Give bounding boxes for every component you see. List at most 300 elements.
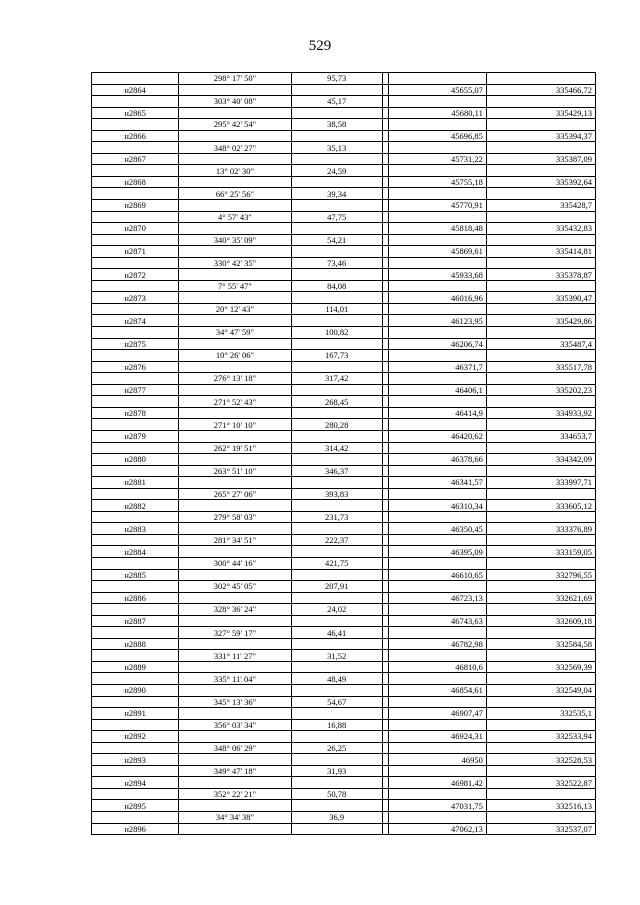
segment-row — [92, 511, 596, 523]
empty-cell — [389, 557, 487, 569]
empty-cell — [179, 500, 291, 512]
empty-cell — [179, 777, 291, 789]
empty-cell — [486, 257, 595, 269]
empty-cell — [92, 350, 179, 362]
segment-length: 84,08 — [291, 280, 382, 292]
empty-cell — [179, 754, 291, 766]
empty-cell — [179, 592, 291, 604]
direction-angle: 279° 58' 03" — [179, 511, 291, 523]
empty-cell — [389, 280, 487, 292]
direction-angle: 356° 03' 34" — [179, 719, 291, 731]
point-row — [92, 800, 596, 812]
segment-row — [92, 581, 596, 593]
direction-angle: 34° 47' 59" — [179, 327, 291, 339]
coordinate-x: 45933,68 — [389, 269, 487, 281]
coordinates-table — [91, 72, 596, 835]
coordinate-y: 332533,94 — [486, 731, 595, 743]
coordinate-y: 335428,7 — [486, 200, 595, 212]
empty-cell — [389, 142, 487, 154]
coordinate-y: 332621,69 — [486, 592, 595, 604]
empty-cell — [179, 223, 291, 235]
empty-cell — [389, 396, 487, 408]
coordinate-y: 332569,39 — [486, 661, 595, 673]
coordinate-y: 335390,47 — [486, 292, 595, 304]
empty-cell — [92, 650, 179, 662]
empty-cell — [389, 234, 487, 246]
point-row — [92, 153, 596, 165]
empty-cell — [179, 130, 291, 142]
empty-cell — [486, 557, 595, 569]
coordinate-y: 335429,86 — [486, 315, 595, 327]
empty-cell — [291, 384, 382, 396]
empty-cell — [179, 523, 291, 535]
segment-length: 39,34 — [291, 188, 382, 200]
empty-cell — [291, 708, 382, 720]
segment-row — [92, 142, 596, 154]
point-name: н2874 — [92, 315, 179, 327]
coordinate-y: 335392,64 — [486, 176, 595, 188]
direction-angle: 335° 11' 04" — [179, 673, 291, 685]
empty-cell — [92, 442, 179, 454]
empty-cell — [389, 211, 487, 223]
empty-cell — [291, 523, 382, 535]
segment-length: 314,42 — [291, 442, 382, 454]
empty-cell — [486, 765, 595, 777]
empty-cell — [486, 350, 595, 362]
direction-angle: 352° 22' 21" — [179, 788, 291, 800]
segment-row — [92, 812, 596, 824]
empty-cell — [291, 292, 382, 304]
point-name: н2880 — [92, 454, 179, 466]
empty-cell — [291, 731, 382, 743]
empty-cell — [179, 107, 291, 119]
empty-cell — [389, 581, 487, 593]
coordinate-x: 45818,48 — [389, 223, 487, 235]
point-row — [92, 200, 596, 212]
segment-row — [92, 303, 596, 315]
segment-length: 50,78 — [291, 788, 382, 800]
coordinate-x: 46950 — [389, 754, 487, 766]
coordinate-y: 334342,09 — [486, 454, 595, 466]
empty-cell — [179, 708, 291, 720]
direction-angle: 276° 13' 18" — [179, 373, 291, 385]
empty-cell — [179, 823, 291, 835]
point-name: н2871 — [92, 246, 179, 258]
segment-row — [92, 119, 596, 131]
segment-length: 268,45 — [291, 396, 382, 408]
coordinate-x: 46378,66 — [389, 454, 487, 466]
segment-row — [92, 673, 596, 685]
empty-cell — [179, 430, 291, 442]
empty-cell — [92, 373, 179, 385]
empty-cell — [389, 257, 487, 269]
point-name: н2883 — [92, 523, 179, 535]
empty-cell — [291, 246, 382, 258]
coordinate-y: 335202,23 — [486, 384, 595, 396]
direction-angle: 7° 55' 47" — [179, 280, 291, 292]
coordinate-y: 334933,92 — [486, 407, 595, 419]
empty-cell — [486, 673, 595, 685]
direction-angle: 4° 57' 43" — [179, 211, 291, 223]
empty-cell — [291, 130, 382, 142]
coordinate-x: 45696,85 — [389, 130, 487, 142]
empty-cell — [291, 454, 382, 466]
coordinate-x: 45680,11 — [389, 107, 487, 119]
segment-row — [92, 396, 596, 408]
point-row — [92, 569, 596, 581]
point-name: н2889 — [92, 661, 179, 673]
empty-cell — [92, 280, 179, 292]
empty-cell — [486, 465, 595, 477]
segment-length: 95,73 — [291, 73, 382, 85]
point-name: н2888 — [92, 638, 179, 650]
segment-length: 317,42 — [291, 373, 382, 385]
point-name: н2895 — [92, 800, 179, 812]
segment-length: 231,73 — [291, 511, 382, 523]
empty-cell — [92, 188, 179, 200]
coordinate-x: 46414,9 — [389, 407, 487, 419]
coordinate-x: 46981,42 — [389, 777, 487, 789]
segment-length: 207,91 — [291, 581, 382, 593]
empty-cell — [291, 315, 382, 327]
coordinate-x: 46395,09 — [389, 546, 487, 558]
empty-cell — [389, 465, 487, 477]
coordinate-y: 335378,87 — [486, 269, 595, 281]
empty-cell — [92, 396, 179, 408]
empty-cell — [179, 615, 291, 627]
empty-cell — [179, 638, 291, 650]
empty-cell — [92, 119, 179, 131]
page-number: 529 — [308, 38, 332, 54]
segment-row — [92, 234, 596, 246]
segment-length: 26,25 — [291, 742, 382, 754]
segment-row — [92, 534, 596, 546]
empty-cell — [92, 165, 179, 177]
coordinate-x: 45869,61 — [389, 246, 487, 258]
empty-cell — [486, 188, 595, 200]
point-name: н2896 — [92, 823, 179, 835]
empty-cell — [291, 615, 382, 627]
empty-cell — [291, 823, 382, 835]
empty-cell — [486, 534, 595, 546]
direction-angle: 327° 59' 17" — [179, 627, 291, 639]
coordinate-x: 45655,07 — [389, 84, 487, 96]
empty-cell — [291, 777, 382, 789]
segment-row — [92, 280, 596, 292]
empty-cell — [92, 788, 179, 800]
empty-cell — [389, 165, 487, 177]
direction-angle: 348° 06' 29" — [179, 742, 291, 754]
point-name: н2879 — [92, 430, 179, 442]
coordinate-x: 46854,61 — [389, 684, 487, 696]
point-row — [92, 592, 596, 604]
empty-cell — [92, 96, 179, 108]
coordinate-y: 332549,04 — [486, 684, 595, 696]
segment-row — [92, 650, 596, 662]
empty-cell — [389, 96, 487, 108]
empty-cell — [389, 419, 487, 431]
empty-cell — [389, 650, 487, 662]
coordinate-x: 47062,13 — [389, 823, 487, 835]
point-row — [92, 500, 596, 512]
point-name: н2886 — [92, 592, 179, 604]
coordinate-x: 46341,57 — [389, 477, 487, 489]
empty-cell — [291, 477, 382, 489]
segment-length: 393,83 — [291, 488, 382, 500]
coordinate-x: 46907,47 — [389, 708, 487, 720]
point-row — [92, 84, 596, 96]
empty-cell — [179, 315, 291, 327]
empty-cell — [92, 465, 179, 477]
direction-angle: 345° 13' 36" — [179, 696, 291, 708]
point-row — [92, 684, 596, 696]
empty-cell — [179, 477, 291, 489]
empty-cell — [389, 119, 487, 131]
empty-cell — [389, 534, 487, 546]
empty-cell — [291, 153, 382, 165]
direction-angle: 298° 17' 50" — [179, 73, 291, 85]
point-row — [92, 176, 596, 188]
coordinate-x: 46723,13 — [389, 592, 487, 604]
segment-length: 47,75 — [291, 211, 382, 223]
empty-cell — [291, 223, 382, 235]
empty-cell — [92, 719, 179, 731]
point-name: н2877 — [92, 384, 179, 396]
empty-cell — [389, 604, 487, 616]
empty-cell — [179, 684, 291, 696]
direction-angle: 271° 52' 43" — [179, 396, 291, 408]
direction-angle: 328° 36' 24" — [179, 604, 291, 616]
direction-angle: 348° 02' 27" — [179, 142, 291, 154]
empty-cell — [92, 234, 179, 246]
coordinate-y: 335394,37 — [486, 130, 595, 142]
coordinate-x: 45755,18 — [389, 176, 487, 188]
segment-row — [92, 696, 596, 708]
segment-length: 38,58 — [291, 119, 382, 131]
empty-cell — [389, 373, 487, 385]
empty-cell — [179, 731, 291, 743]
coordinate-y: 332537,07 — [486, 823, 595, 835]
coordinate-y: 333159,05 — [486, 546, 595, 558]
point-name: н2885 — [92, 569, 179, 581]
coordinate-y: 332522,87 — [486, 777, 595, 789]
empty-cell — [291, 684, 382, 696]
coordinate-y: 333997,71 — [486, 477, 595, 489]
empty-cell — [291, 638, 382, 650]
segment-row — [92, 604, 596, 616]
empty-cell — [179, 569, 291, 581]
point-name: н2873 — [92, 292, 179, 304]
coordinate-y: 335517,78 — [486, 361, 595, 373]
direction-angle: 13° 02' 30" — [179, 165, 291, 177]
segment-row — [92, 742, 596, 754]
point-row — [92, 223, 596, 235]
empty-cell — [92, 211, 179, 223]
empty-cell — [179, 454, 291, 466]
point-row — [92, 477, 596, 489]
coordinate-x: 46782,98 — [389, 638, 487, 650]
segment-row — [92, 419, 596, 431]
point-name: н2887 — [92, 615, 179, 627]
empty-cell — [389, 627, 487, 639]
segment-length: 54,21 — [291, 234, 382, 246]
empty-cell — [291, 592, 382, 604]
point-row — [92, 130, 596, 142]
point-name: н2892 — [92, 731, 179, 743]
point-name: н2872 — [92, 269, 179, 281]
point-row — [92, 384, 596, 396]
empty-cell — [92, 534, 179, 546]
coordinate-x: 46420,62 — [389, 430, 487, 442]
segment-length: 73,46 — [291, 257, 382, 269]
segment-row — [92, 211, 596, 223]
empty-cell — [92, 604, 179, 616]
segment-row — [92, 442, 596, 454]
coordinate-y: 332796,55 — [486, 569, 595, 581]
empty-cell — [179, 153, 291, 165]
empty-cell — [291, 176, 382, 188]
empty-cell — [389, 188, 487, 200]
direction-angle: 340° 35' 09" — [179, 234, 291, 246]
empty-cell — [92, 812, 179, 824]
coordinate-y: 335487,4 — [486, 338, 595, 350]
point-row — [92, 777, 596, 789]
point-row — [92, 708, 596, 720]
segment-length: 346,37 — [291, 465, 382, 477]
empty-cell — [389, 511, 487, 523]
empty-cell — [389, 765, 487, 777]
direction-angle: 34° 34' 38" — [179, 812, 291, 824]
coordinate-y: 332528,53 — [486, 754, 595, 766]
empty-cell — [486, 581, 595, 593]
empty-cell — [389, 73, 487, 85]
empty-cell — [92, 257, 179, 269]
coordinate-x: 45731,22 — [389, 153, 487, 165]
empty-cell — [389, 488, 487, 500]
segment-row — [92, 465, 596, 477]
segment-row — [92, 765, 596, 777]
empty-cell — [486, 627, 595, 639]
empty-cell — [486, 788, 595, 800]
segment-row — [92, 557, 596, 569]
point-row — [92, 661, 596, 673]
empty-cell — [291, 338, 382, 350]
point-name: н2881 — [92, 477, 179, 489]
point-name: н2866 — [92, 130, 179, 142]
empty-cell — [389, 350, 487, 362]
direction-angle: 300° 44' 16" — [179, 557, 291, 569]
point-row — [92, 315, 596, 327]
empty-cell — [92, 581, 179, 593]
point-row — [92, 754, 596, 766]
segment-row — [92, 350, 596, 362]
empty-cell — [92, 557, 179, 569]
segment-length: 46,41 — [291, 627, 382, 639]
direction-angle: 262° 19' 51" — [179, 442, 291, 454]
point-name: н2890 — [92, 684, 179, 696]
empty-cell — [389, 303, 487, 315]
empty-cell — [486, 442, 595, 454]
direction-angle: 349° 47' 18" — [179, 765, 291, 777]
direction-angle: 265° 27' 06" — [179, 488, 291, 500]
coordinate-x: 46371,7 — [389, 361, 487, 373]
direction-angle: 271° 10' 10" — [179, 419, 291, 431]
direction-angle: 295° 42' 54" — [179, 119, 291, 131]
coordinate-y: 335414,81 — [486, 246, 595, 258]
empty-cell — [291, 569, 382, 581]
segment-row — [92, 327, 596, 339]
empty-cell — [486, 511, 595, 523]
direction-angle: 281° 34' 51" — [179, 534, 291, 546]
coordinate-y: 332609,18 — [486, 615, 595, 627]
segment-length: 114,01 — [291, 303, 382, 315]
segment-length: 35,13 — [291, 142, 382, 154]
empty-cell — [179, 384, 291, 396]
point-name: н2867 — [92, 153, 179, 165]
empty-cell — [486, 96, 595, 108]
direction-angle: 331° 11' 27" — [179, 650, 291, 662]
empty-cell — [92, 511, 179, 523]
empty-cell — [179, 200, 291, 212]
coordinate-x: 46206,74 — [389, 338, 487, 350]
empty-cell — [179, 338, 291, 350]
point-row — [92, 361, 596, 373]
point-row — [92, 269, 596, 281]
point-row — [92, 292, 596, 304]
direction-angle: 303° 40' 08" — [179, 96, 291, 108]
empty-cell — [92, 142, 179, 154]
segment-length: 45,17 — [291, 96, 382, 108]
empty-cell — [92, 419, 179, 431]
empty-cell — [486, 119, 595, 131]
empty-cell — [92, 696, 179, 708]
point-row — [92, 638, 596, 650]
empty-cell — [486, 396, 595, 408]
empty-cell — [179, 292, 291, 304]
point-name: н2864 — [92, 84, 179, 96]
empty-cell — [92, 765, 179, 777]
empty-cell — [291, 800, 382, 812]
empty-cell — [486, 812, 595, 824]
empty-cell — [486, 719, 595, 731]
empty-cell — [179, 661, 291, 673]
segment-length: 167,73 — [291, 350, 382, 362]
coordinate-x: 46406,1 — [389, 384, 487, 396]
empty-cell — [92, 327, 179, 339]
point-name: н2884 — [92, 546, 179, 558]
point-name: н2882 — [92, 500, 179, 512]
empty-cell — [389, 696, 487, 708]
empty-cell — [486, 604, 595, 616]
empty-cell — [389, 812, 487, 824]
segment-row — [92, 788, 596, 800]
empty-cell — [291, 200, 382, 212]
point-name: н2865 — [92, 107, 179, 119]
empty-cell — [486, 234, 595, 246]
empty-cell — [486, 73, 595, 85]
point-name: н2893 — [92, 754, 179, 766]
segment-length: 54,67 — [291, 696, 382, 708]
coordinate-y: 335429,13 — [486, 107, 595, 119]
empty-cell — [486, 327, 595, 339]
empty-cell — [179, 361, 291, 373]
empty-cell — [486, 142, 595, 154]
empty-cell — [389, 327, 487, 339]
empty-cell — [179, 546, 291, 558]
point-name: н2891 — [92, 708, 179, 720]
point-row — [92, 430, 596, 442]
empty-cell — [291, 430, 382, 442]
